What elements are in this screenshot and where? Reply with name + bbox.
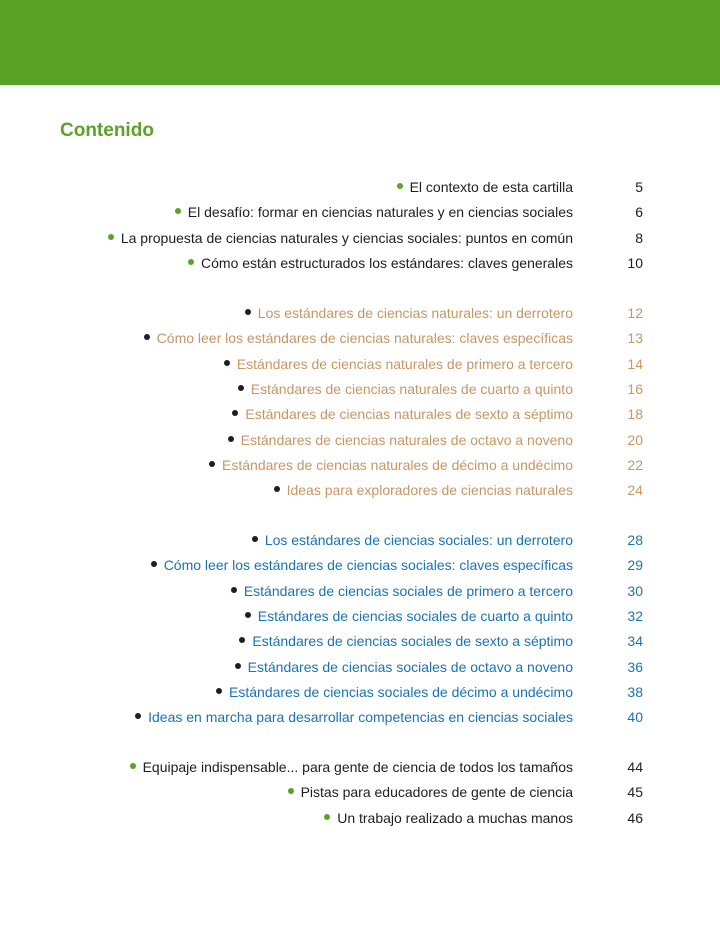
toc-entry-page: 18: [627, 406, 643, 423]
bullet-icon: [232, 410, 238, 416]
toc-entry[interactable]: [0, 327, 720, 349]
toc-entry-label[interactable]: Cómo leer los estándares de ciencias sociales: claves específicas: [163, 557, 573, 574]
bullet-icon: [397, 183, 403, 189]
toc-entry[interactable]: [0, 302, 720, 324]
toc-entry-page: 46: [627, 809, 643, 826]
toc-entry-label[interactable]: Los estándares de ciencias naturales: un derrotero: [257, 305, 573, 321]
toc-entry-page: 16: [627, 380, 643, 397]
toc-entry-label[interactable]: Un trabajo realizado a muchas manos: [337, 809, 573, 826]
bullet-icon: [151, 561, 157, 567]
toc-entry-page: 6: [635, 204, 643, 221]
toc-entry-page: 22: [627, 456, 643, 473]
bullet-icon: [274, 486, 280, 492]
toc-entry-page: 12: [627, 305, 643, 321]
bullet-icon: [135, 713, 141, 719]
toc-entry-page: 45: [627, 784, 643, 801]
toc-entry-page: 40: [627, 709, 643, 726]
bullet-icon: [239, 637, 245, 643]
toc-entry-label[interactable]: Estándares de ciencias naturales de octavo a noveno: [240, 431, 573, 448]
toc-entry[interactable]: [0, 529, 720, 551]
toc-entry-label[interactable]: Estándares de ciencias sociales de cuarto a quinto: [257, 607, 573, 624]
toc-entry[interactable]: [0, 201, 720, 223]
toc-entry-page: 8: [635, 229, 643, 246]
toc-entry[interactable]: [0, 378, 720, 400]
toc-entry-label[interactable]: Estándares de ciencias naturales de sexto a séptimo: [245, 406, 573, 423]
toc-entry[interactable]: [0, 706, 720, 728]
toc-entry[interactable]: [0, 630, 720, 652]
toc-entry-label[interactable]: Estándares de ciencias sociales de décimo a undécimo: [229, 683, 573, 700]
bullet-icon: [224, 360, 230, 366]
toc-entry-label[interactable]: El desafío: formar en ciencias naturales y en ciencias sociales: [187, 204, 573, 221]
bullet-icon: [252, 536, 258, 542]
toc-entry[interactable]: [0, 656, 720, 678]
bullet-icon: [245, 612, 251, 618]
toc-entry[interactable]: [0, 176, 720, 198]
toc-entry-page: 28: [627, 532, 643, 548]
bullet-icon: [108, 234, 114, 240]
toc-entry-label[interactable]: Estándares de ciencias naturales de primero a tercero: [236, 355, 573, 372]
bullet-icon: [245, 309, 251, 315]
toc-entry-label[interactable]: Estándares de ciencias naturales de décimo a undécimo: [222, 456, 573, 473]
toc-entry-label[interactable]: Estándares de ciencias naturales de cuarto a quinto: [250, 380, 573, 397]
toc-entry-label[interactable]: Pistas para educadores de gente de ciencia: [300, 784, 573, 801]
toc-entry-page: 38: [627, 683, 643, 700]
toc-entry-page: 34: [627, 633, 643, 650]
toc-entry-label[interactable]: Ideas en marcha para desarrollar competencias en ciencias sociales: [148, 709, 573, 726]
bullet-icon: [231, 587, 237, 593]
toc-entry[interactable]: [0, 454, 720, 476]
toc-entry[interactable]: [0, 479, 720, 501]
toc-entry[interactable]: [0, 403, 720, 425]
toc-entry[interactable]: [0, 429, 720, 451]
toc-entry[interactable]: [0, 353, 720, 375]
toc-entry-page: 24: [627, 482, 643, 499]
toc-entry-label[interactable]: Los estándares de ciencias sociales: un derrotero: [264, 532, 573, 548]
toc-entry-page: 32: [627, 607, 643, 624]
toc-entry[interactable]: [0, 605, 720, 627]
toc-entry-label[interactable]: Equipaje indispensable... para gente de ciencia de todos los tamaños: [142, 759, 573, 775]
toc-entry[interactable]: [0, 580, 720, 602]
bullet-icon: [130, 763, 136, 769]
toc-entry-page: 44: [627, 759, 643, 775]
bullet-icon: [188, 259, 194, 265]
bullet-icon: [228, 436, 234, 442]
toc-entry-page: 20: [627, 431, 643, 448]
toc-entry-page: 5: [635, 179, 643, 195]
toc-entry[interactable]: [0, 781, 720, 803]
toc-entry[interactable]: [0, 252, 720, 274]
toc-entry-label[interactable]: Estándares de ciencias sociales de sexto a séptimo: [252, 633, 573, 650]
toc-entry-label[interactable]: La propuesta de ciencias naturales y ciencias sociales: puntos en común: [120, 229, 573, 246]
toc-entry-label[interactable]: Cómo están estructurados los estándares: claves generales: [201, 254, 573, 271]
toc-entry-page: 29: [627, 557, 643, 574]
toc-entry[interactable]: [0, 554, 720, 576]
toc-entry-page: 13: [627, 330, 643, 347]
toc-entry[interactable]: [0, 227, 720, 249]
bullet-icon: [238, 385, 244, 391]
bullet-icon: [324, 814, 330, 820]
toc-entry-label[interactable]: Cómo leer los estándares de ciencias naturales: claves específicas: [156, 330, 573, 347]
toc-entry-page: 10: [627, 254, 643, 271]
bullet-icon: [175, 208, 181, 214]
toc-entry-label[interactable]: Estándares de ciencias sociales de octavo a noveno: [247, 658, 573, 675]
toc-entry[interactable]: [0, 756, 720, 778]
bullet-icon: [288, 788, 294, 794]
toc-entry-label[interactable]: Estándares de ciencias sociales de primero a tercero: [243, 582, 573, 599]
page-title: Contenido: [60, 120, 154, 141]
toc-entry-page: 14: [627, 355, 643, 372]
bullet-icon: [209, 461, 215, 467]
toc-entry-page: 36: [627, 658, 643, 675]
toc-entry[interactable]: [0, 681, 720, 703]
toc-entry-page: 30: [627, 582, 643, 599]
header-bar: [0, 0, 720, 85]
toc-entry-label[interactable]: El contexto de esta cartilla: [409, 179, 573, 195]
bullet-icon: [144, 334, 150, 340]
toc-entry[interactable]: [0, 807, 720, 829]
bullet-icon: [235, 663, 241, 669]
toc-entry-label[interactable]: Ideas para exploradores de ciencias naturales: [286, 482, 573, 499]
bullet-icon: [216, 688, 222, 694]
